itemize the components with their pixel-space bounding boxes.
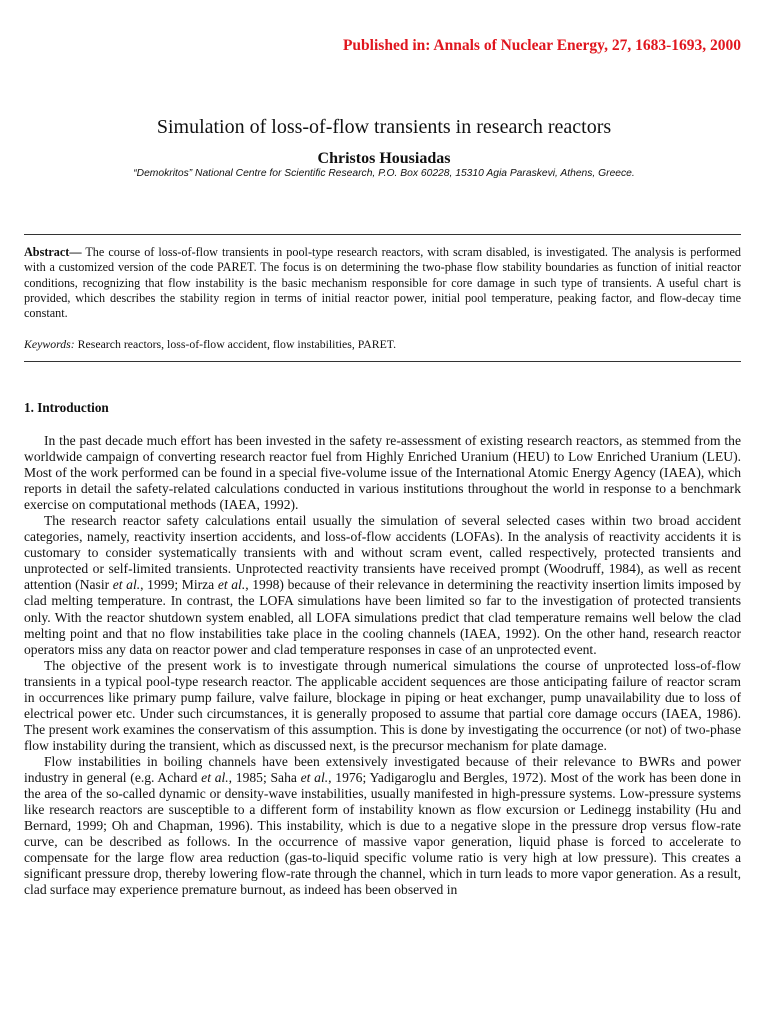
keywords (24, 337, 741, 352)
paragraph-3: The objective of the present work is to investigate through numerical simulations the course of unprotected loss-of-flow transients in a typical pool-type research reactor. The applicable accident sequences are those anticipating failure of reactor scram in occurrences like primary pump failure, valve failure, blockage in piping or heat exchanger, pump unavailability due to loss of electrical power etc. Under such circumstances, it is generally proposed to assume that partial core damage occurs (IAEA, 1986). The present work examines the conservatism of this assumption. This is done by investigating the occurrence (or not) of two-phase flow instability during the transient, which as discussed next, is the precursor mechanism for plate damage. (24, 657, 741, 753)
paragraph-4-text-a: Flow instabilities in boiling channels have been extensively investigated because of their relevance to BWRs and power industry in general (e.g. Achard (24, 753, 741, 785)
paragraph-4-text-b: , 1985; Saha (228, 769, 301, 785)
paragraph-1: In the past decade much effort has been invested in the safety re-assessment of existing research reactors, as stemmed from the worldwide campaign of converting research reactor fuel from Highly Enriched Uranium (HEU) to Low Enriched Uranium (LEU). Most of the work performed can be found in a special five-volume issue of the International Atomic Energy Agency (IAEA), which reports in detail the safety-related calculations conducted in various institutions throughout the world in response to a benchmark exercise on computational methods (IAEA, 1992). (24, 433, 741, 513)
paragraph-2 (24, 513, 741, 657)
paragraph-2-text-b: , 1999; Mirza (140, 577, 218, 593)
paragraph-4-text-c: , 1976; Yadigaroglu and Bergles, 1972). Most of the work has been done in the area of the so-called dynamic or density-wave instabilities, usually manifested in high-pressure systems. Low-pressure systems like research reactors are susceptible to a different form of instability known as flow excursion or Ledinegg instability (Hu and Bernard, 1999; Oh and Chapman, 1996). This instability, which is due to a negative slope in the pressure drop versus flow-rate curve, can be described as follows. In the occurrence of massive vapor generation, liquid phase is forced to accelerate to compensate for the large flow area reduction (gas-to-liquid specific volume ratio is very high at low pressure). This creates a significant pressure drop, thereby lowering flow-rate through the channel, which in turn leads to more vapor generation. As a result, clad surface may experience premature burnout, as indeed has been observed in (24, 769, 742, 898)
paragraph-4 (24, 754, 741, 898)
abstract-text: The course of loss-of-flow transients in pool-type research reactors, with scram disabled, is investigated. The analysis is performed with a customized version of the code PARET. The focus is on determining the two-phase flow stability boundaries as function of initial reactor conditions, recognizing that flow instability is the basic mechanism responsible for core damage in such type of transients. A useful chart is provided, which describes the stability region in terms of initial reactor power, initial pool temperature, peaking factor, and flow-decay time constant. (24, 245, 741, 321)
keywords-label: Keywords: (24, 337, 75, 351)
abstract-bottom-rule (24, 361, 741, 362)
section-heading: 1. Introduction (24, 400, 109, 415)
author-name: Christos Housiadas (317, 150, 451, 167)
section-body (24, 433, 741, 898)
paper-title: Simulation of loss-of-flow transients in research reactors (156, 116, 612, 138)
author-affiliation: “Demokritos” National Centre for Scientific Research, P.O. Box 60228, 15310 Agia Paraskevi, Athens, Greece. (133, 168, 635, 179)
publication-note: Published in: Annals of Nuclear Energy, 27, 1683-1693, 2000 (342, 37, 741, 54)
citation-et-al: et al. (217, 577, 246, 593)
abstract-label: Abstract— (24, 245, 82, 259)
citation-et-al: et al. (112, 577, 141, 593)
citation-et-al: et al. (201, 769, 229, 785)
paragraph-2-text-a: The research reactor safety calculations entail usually the simulation of several selected cases within two broad accident categories, namely, reactivity insertion accidents, and loss-of-flow accidents (LOFAs). In the analysis of reactivity accidents it is customary to consider systematically transients with and without scram event, called respectively, protected transients and unprotected or self-limited transients. Unprotected reactivity transients have received prompt (Woodruff, 1984), as well as recent attention (Nasir (24, 513, 741, 593)
paragraph-2-text-c: , 1998) because of their relevance in determining the reactivity insertion limits imposed by clad melting temperature. In contrast, the LOFA simulations have been limited so far to the investigation of protected transients only. With the reactor shutdown system enabled, all LOFA simulations predict that clad temperature remains well below the clad melting point and that no flow instabilities take place in the cooling channels (IAEA, 1992). On the other hand, research reactor operators miss any data on reactor power and clad temperature responses in case of an unprotected event. (24, 577, 741, 657)
citation-et-al: et al. (300, 769, 329, 785)
keywords-text: Research reactors, loss-of-flow accident, flow instabilities, PARET. (74, 337, 397, 351)
abstract-top-rule (24, 234, 741, 235)
abstract (24, 245, 741, 321)
